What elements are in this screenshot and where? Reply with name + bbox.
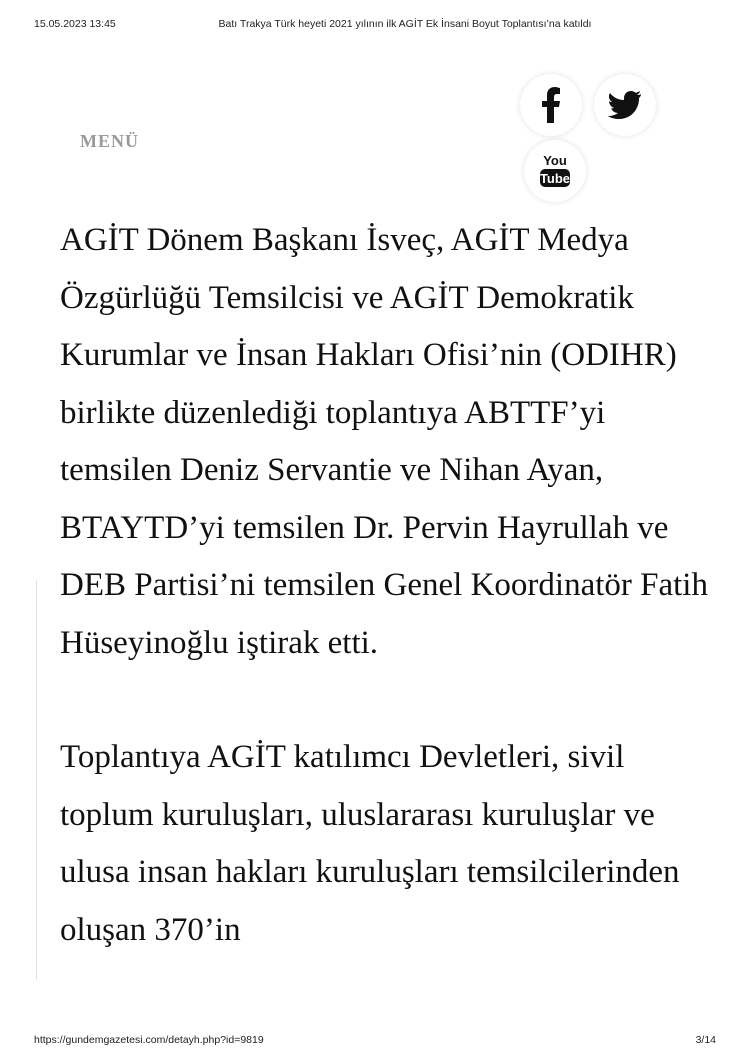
article-body <box>60 212 720 959</box>
print-timestamp: 15.05.2023 13:45 <box>34 18 116 30</box>
youtube-link[interactable] <box>524 140 586 202</box>
column-divider <box>36 580 37 980</box>
youtube-icon <box>538 151 572 191</box>
facebook-icon <box>541 87 561 123</box>
print-url: https://gundemgazetesi.com/detayh.php?id=9819 <box>34 1034 264 1046</box>
article-paragraph: AGİT Dönem Başkanı İsveç, AGİT Medya Özgürlüğü Temsilcisi ve AGİT Demokratik Kurumlar ve İnsan Hakları Ofisi’nin (ODIHR) birlikte düzenlediği toplantıya ABTTF’yi temsilen Deniz Servantie ve Nihan Ayan, BTAYTD’yi temsilen Dr. Pervin Hayrullah ve DEB Partisi’ni temsilen Genel Koordinatör Fatih Hüseyinoğlu iştirak etti. <box>60 222 708 661</box>
twitter-link[interactable] <box>594 74 656 136</box>
article-paragraph: Toplantıya AGİT katılımcı Devletleri, sivil toplum kuruluşları, uluslararası kuruluşlar ve ulusa insan hakları kuruluşları temsilcilerinden oluşan 370’in <box>60 739 680 948</box>
print-footer <box>34 1034 716 1048</box>
print-page-title: Batı Trakya Türk heyeti 2021 yılının ilk AGİT Ek İnsani Boyut Toplantısı’na katıldı <box>218 18 592 30</box>
twitter-icon <box>608 91 642 119</box>
print-header <box>34 18 716 34</box>
youtube-you-text: You <box>543 153 567 168</box>
page-number: 3/14 <box>695 1034 716 1046</box>
youtube-tube-text: Tube <box>539 171 571 186</box>
menu-button[interactable]: MENÜ <box>80 131 139 151</box>
facebook-link[interactable] <box>520 74 582 136</box>
